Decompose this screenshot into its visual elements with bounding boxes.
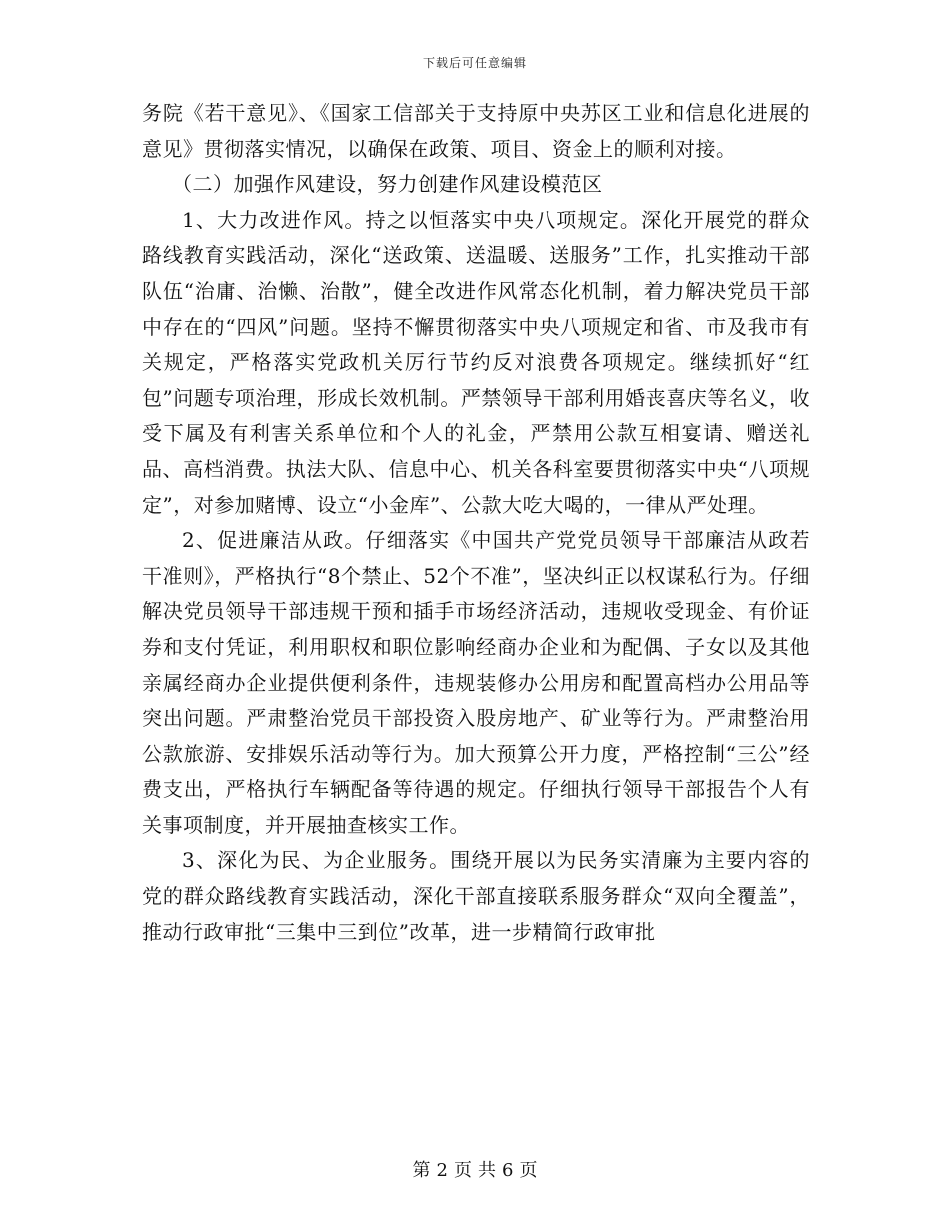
document-body [142, 96, 810, 950]
footer-total-pages: 6 [502, 1160, 514, 1181]
footer-page-word: 页 [454, 1160, 472, 1181]
page-header-note: 下载后可任意编辑 [422, 56, 527, 70]
paragraph-continuation: 务院《若干意见》、《国家工信部关于支持原中央苏区工业和信息化进展的意见》贯彻落实情况，以确保在政策、项目、资金上的顺利对接。 [142, 101, 810, 161]
paragraph-item-2: 2、促进廉洁从政。仔细落实《中国共产党党员领导干部廉洁从政若干准则》，严格执行“8个禁止、52个不准”，坚决纠正以权谋私行为。仔细解决党员领导干部违规干预和插手市场经济活动，违规收受现金、有价证券和支付凭证，利用职权和职位影响经商办企业和为配偶、子女以及其他亲属经商办企业提供便利条件，违规装修办公用房和配置高档办公用品等突出问题。严肃整治党员干部投资入股房地产、矿业等行为。严肃整治用公款旅游、安排娱乐活动等行为。加大预算公开力度，严格控制“三公”经费支出，严格执行车辆配备等待遇的规定。仔细执行领导干部报告个人有关事项制度，并开展抽查核实工作。 [142, 528, 810, 837]
footer-suffix: 页 [519, 1160, 538, 1181]
page-footer [0, 1156, 950, 1182]
footer-prefix: 第 [412, 1160, 431, 1181]
paragraph-item-3: 3、深化为民、为企业服务。围绕开展以为民务实清廉为主要内容的党的群众路线教育实践活动，深化干部直接联系服务群众“双向全覆盖”，推动行政审批“三集中三到位”改革，进一步精简行政审批 [142, 848, 810, 944]
paragraph-item-1: 1、大力改进作风。持之以恒落实中央八项规定。深化开展党的群众路线教育实践活动，深化“送政策、送温暖、送服务”工作，扎实推动干部队伍“治庸、治懒、治散”，健全改进作风常态化机制，着力解决党员干部中存在的“四风”问题。坚持不懈贯彻落实中央八项规定和省、市及我市有关规定，严格落实党政机关厉行节约反对浪费各项规定。继续抓好“红包”问题专项治理，形成长效机制。严禁领导干部利用婚丧喜庆等名义，收受下属及有利害关系单位和个人的礼金，严禁用公款互相宴请、赠送礼品、高档消费。执法大队、信息中心、机关各科室要贯彻落实中央“八项规定”，对参加赌博、设立“小金库”、公款大吃大喝的，一律从严处理。 [142, 207, 810, 517]
section-heading: （二）加强作风建设，努力创建作风建设模范区 [172, 172, 603, 197]
footer-total-word: 共 [478, 1160, 496, 1181]
footer-current-page: 2 [436, 1160, 448, 1181]
